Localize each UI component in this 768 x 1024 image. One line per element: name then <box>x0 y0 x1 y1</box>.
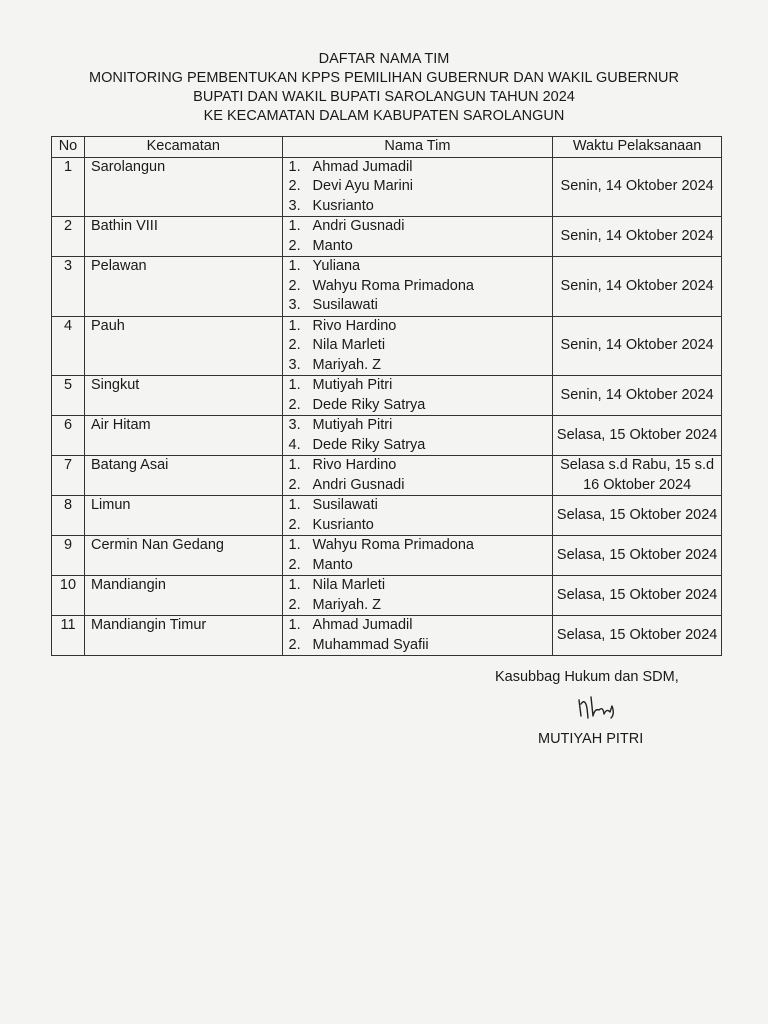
cell-nama-tim <box>282 316 553 376</box>
cell-waktu: Selasa, 15 Oktober 2024 <box>553 416 722 456</box>
team-member-list <box>289 576 549 615</box>
team-member-list <box>289 317 549 376</box>
column-header-kecamatan: Kecamatan <box>84 137 282 158</box>
member-name: Manto <box>312 237 353 254</box>
member-number: 1. <box>288 617 301 633</box>
cell-nama-tim <box>282 257 553 317</box>
team-member <box>289 476 549 496</box>
team-member <box>289 177 549 197</box>
member-name: Ahmad Jumadil <box>312 158 413 175</box>
team-member <box>289 556 549 576</box>
cell-kecamatan: Pauh <box>84 316 282 376</box>
member-number: 1. <box>288 218 301 234</box>
cell-no: 5 <box>52 376 85 416</box>
column-header-no: No <box>52 137 85 158</box>
cell-no: 9 <box>52 536 85 576</box>
team-member <box>289 356 549 376</box>
cell-no: 1 <box>52 157 85 217</box>
cell-nama-tim <box>282 456 553 496</box>
member-name: Devi Ayu Marini <box>312 178 414 194</box>
member-number: 2. <box>288 556 301 573</box>
cell-waktu: Senin, 14 Oktober 2024 <box>553 157 722 217</box>
member-name: Nila Marleti <box>312 577 386 593</box>
team-member <box>289 336 549 356</box>
table-row <box>52 316 722 376</box>
team-member <box>289 536 549 556</box>
member-number: 2. <box>288 596 301 613</box>
header-line-4: KE KECAMATAN DALAM KABUPATEN SAROLANGUN <box>203 108 565 124</box>
member-number: 3. <box>288 356 301 373</box>
cell-no: 11 <box>52 616 85 656</box>
team-member <box>289 596 549 616</box>
member-number: 1. <box>288 317 301 334</box>
cell-waktu: Selasa s.d Rabu, 15 s.d 16 Oktober 2024 <box>553 456 722 496</box>
member-number: 3. <box>288 297 301 313</box>
team-member <box>289 217 549 237</box>
team-member <box>289 396 549 416</box>
team-member-list <box>289 456 549 495</box>
handwritten-signature <box>577 694 627 724</box>
team-member <box>289 277 549 297</box>
member-number: 2. <box>288 516 301 533</box>
member-name: Andri Gusnadi <box>312 476 405 493</box>
member-name: Rivo Hardino <box>312 457 397 473</box>
member-number: 1. <box>288 497 301 513</box>
cell-nama-tim <box>282 217 553 257</box>
team-member <box>289 456 549 476</box>
team-member-list <box>289 257 549 316</box>
member-number: 1. <box>288 537 301 553</box>
team-member-list <box>289 158 549 217</box>
team-member-list <box>289 496 549 535</box>
team-member <box>289 158 549 178</box>
header-line-2: MONITORING PEMBENTUKAN KPPS PEMILIHAN GUBERNUR DAN WAKIL GUBERNUR <box>88 70 680 86</box>
table-row <box>52 456 722 496</box>
member-number: 2. <box>288 396 301 413</box>
member-number: 1. <box>288 158 301 175</box>
team-member <box>289 257 549 277</box>
member-number: 1. <box>288 577 301 593</box>
member-name: Mutiyah Pitri <box>312 377 393 393</box>
member-number: 2. <box>288 277 301 294</box>
table-row <box>52 217 722 257</box>
member-name: Yuliana <box>312 258 361 274</box>
team-member <box>289 416 549 436</box>
member-number: 3. <box>288 197 301 214</box>
cell-no: 6 <box>52 416 85 456</box>
member-number: 1. <box>288 258 301 274</box>
member-number: 1. <box>288 457 301 473</box>
table-row <box>52 157 722 217</box>
cell-nama-tim <box>282 576 553 616</box>
signature-block <box>495 668 679 747</box>
cell-no: 7 <box>52 456 85 496</box>
cell-kecamatan: Pelawan <box>84 257 282 317</box>
member-number: 1. <box>288 377 301 393</box>
cell-no: 10 <box>52 576 85 616</box>
member-name: Manto <box>312 556 353 573</box>
team-member <box>289 576 549 596</box>
member-number: 2. <box>288 337 301 353</box>
document-header <box>0 50 768 126</box>
table-row <box>52 416 722 456</box>
cell-no: 2 <box>52 217 85 257</box>
member-name: Kusrianto <box>312 197 374 214</box>
member-name: Wahyu Roma Primadona <box>312 277 474 294</box>
team-member <box>289 496 549 516</box>
cell-waktu: Senin, 14 Oktober 2024 <box>553 316 722 376</box>
signature-title: Kasubbag Hukum dan SDM, <box>495 669 679 685</box>
member-name: Susilawati <box>312 297 378 313</box>
member-name: Mutiyah Pitri <box>312 417 393 433</box>
cell-kecamatan: Bathin VIII <box>84 217 282 257</box>
member-name: Rivo Hardino <box>312 317 397 334</box>
member-name: Kusrianto <box>312 516 374 533</box>
cell-nama-tim <box>282 376 553 416</box>
team-member <box>289 636 549 656</box>
cell-waktu: Senin, 14 Oktober 2024 <box>553 257 722 317</box>
team-member-list <box>289 536 549 575</box>
team-member <box>289 516 549 536</box>
table-row <box>52 576 722 616</box>
cell-waktu: Senin, 14 Oktober 2024 <box>553 376 722 416</box>
member-number: 4. <box>288 436 301 453</box>
team-member <box>289 296 549 316</box>
member-name: Nila Marleti <box>312 337 386 353</box>
cell-kecamatan: Mandiangin Timur <box>84 616 282 656</box>
team-member <box>289 237 549 257</box>
cell-kecamatan: Air Hitam <box>84 416 282 456</box>
cell-waktu: Selasa, 15 Oktober 2024 <box>553 616 722 656</box>
cell-no: 4 <box>52 316 85 376</box>
header-line-3: BUPATI DAN WAKIL BUPATI SAROLANGUN TAHUN 2024 <box>193 89 575 105</box>
cell-nama-tim <box>282 616 553 656</box>
member-name: Dede Riky Satrya <box>312 436 426 453</box>
cell-kecamatan: Cermin Nan Gedang <box>84 536 282 576</box>
cell-waktu: Selasa, 15 Oktober 2024 <box>553 536 722 576</box>
cell-nama-tim <box>282 536 553 576</box>
cell-no: 8 <box>52 496 85 536</box>
member-name: Dede Riky Satrya <box>312 396 426 413</box>
member-name: Mariyah. Z <box>312 356 382 373</box>
cell-kecamatan: Singkut <box>84 376 282 416</box>
cell-waktu: Selasa, 15 Oktober 2024 <box>553 576 722 616</box>
cell-kecamatan: Sarolangun <box>84 157 282 217</box>
signatory-name: MUTIYAH PITRI <box>538 731 644 747</box>
member-name: Wahyu Roma Primadona <box>312 537 474 553</box>
member-number: 2. <box>288 636 301 653</box>
member-number: 2. <box>288 178 301 194</box>
table-row <box>52 496 722 536</box>
cell-no: 3 <box>52 257 85 317</box>
cell-nama-tim <box>282 416 553 456</box>
cell-nama-tim <box>282 157 553 217</box>
team-member-list <box>289 616 549 655</box>
cell-waktu: Senin, 14 Oktober 2024 <box>553 217 722 257</box>
team-table <box>51 136 722 656</box>
header-title: DAFTAR NAMA TIM <box>318 51 450 67</box>
table-row <box>52 257 722 317</box>
member-name: Muhammad Syafii <box>312 636 429 653</box>
table-row <box>52 616 722 656</box>
cell-kecamatan: Batang Asai <box>84 456 282 496</box>
table-header-row <box>52 137 722 158</box>
member-name: Andri Gusnadi <box>312 218 405 234</box>
team-member <box>289 436 549 456</box>
member-number: 2. <box>288 476 301 493</box>
cell-nama-tim <box>282 496 553 536</box>
member-number: 2. <box>288 237 301 254</box>
team-member <box>289 376 549 396</box>
table-row <box>52 376 722 416</box>
member-name: Ahmad Jumadil <box>312 617 413 633</box>
cell-kecamatan: Mandiangin <box>84 576 282 616</box>
team-member <box>289 616 549 636</box>
team-member-list <box>289 217 549 256</box>
team-member <box>289 197 549 217</box>
column-header-nama-tim: Nama Tim <box>282 137 553 158</box>
table-row <box>52 536 722 576</box>
column-header-waktu: Waktu Pelaksanaan <box>553 137 722 158</box>
member-number: 3. <box>288 417 301 433</box>
team-member-list <box>289 376 549 415</box>
member-name: Mariyah. Z <box>312 596 382 613</box>
cell-kecamatan: Limun <box>84 496 282 536</box>
cell-waktu: Selasa, 15 Oktober 2024 <box>553 496 722 536</box>
member-name: Susilawati <box>312 497 378 513</box>
team-member <box>289 317 549 337</box>
team-member-list <box>289 416 549 455</box>
